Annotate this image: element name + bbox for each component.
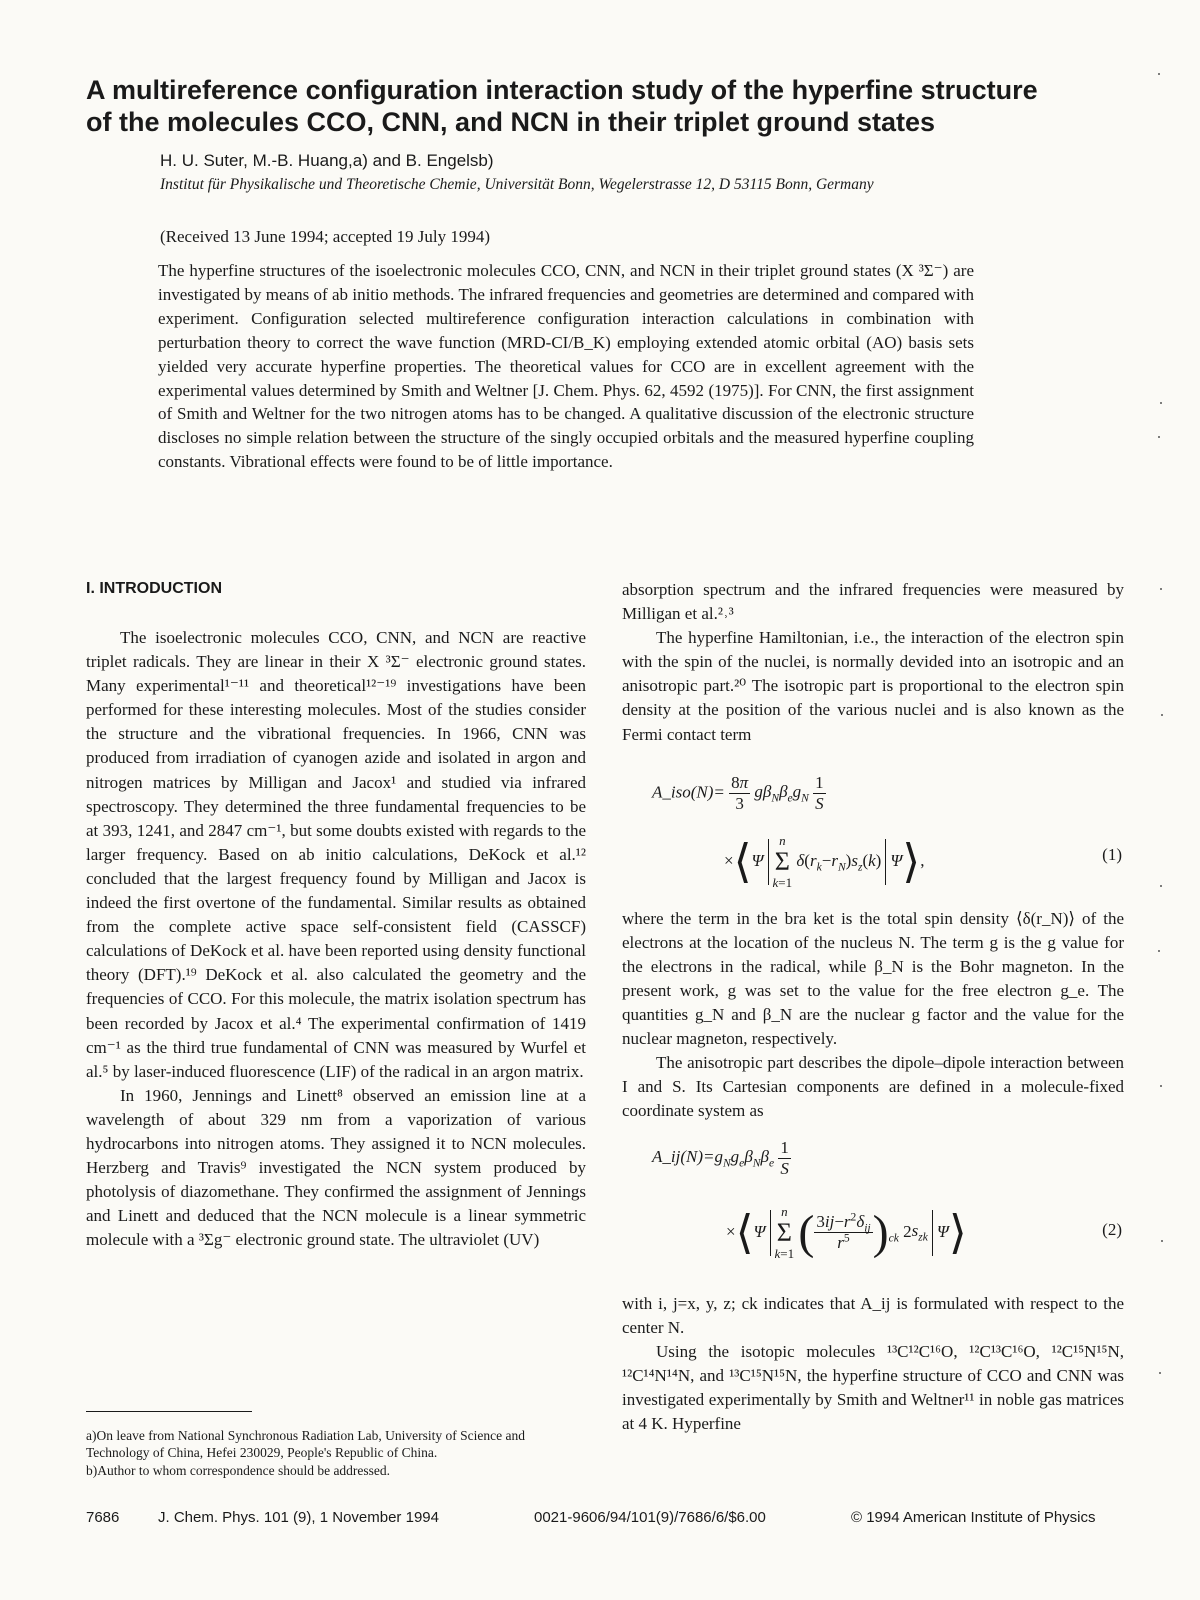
equation-2-fraction-dipole: $\frac{3ij-r^2\delta_{ij}}{r^5}$ (816, 1210, 871, 1252)
page-number: 7686 (86, 1509, 120, 1526)
summation-symbol: n Σ k=1 (772, 832, 793, 890)
intro-paragraph-1: The isoelectronic molecules CCO, CNN, and NCN are reactive triplet radicals. They are linear in their X ³Σ⁻ electronic ground states. Many experimental¹⁻¹¹ and theoretical¹²⁻¹⁹ investigations have been performed for these interesting molecules. Most of the studies consider the structure and the vibrational frequencies. In 1966, CNN was produced from irradiation of cyanogen azide and isolated in argon and nitrogen matrices by Milligan and Jacox¹ and studied via infrared spectroscopy. They determined the three fundamental frequencies to be at 393, 1241, and 2847 cm⁻¹, but some doubts existed with regards to the larger frequency. Based on ab initio calculations, DeKock et al.¹² concluded that the largest frequency found by Milligan and Jacox is indeed the first overtone of the fundamental. Similar results as obtained from the complete active space self-consistent field (CASSCF) calculations of DeKock et al. have been reported using density functional theory (DFT).¹⁹ DeKock et al. also calculated the geometry and the frequencies of CCO. For this molecule, the matrix isolation spectrum has been recorded by Jacox et al.⁴ The experimental confirmation of 1419 cm⁻¹ as the third true fundamental of CNN was measured by Wurfel et al.⁵ by laser-induced fluorescence (LIF) of the radical in an argon matrix. (86, 628, 586, 1081)
equation-2-number: (2) (1102, 1219, 1122, 1239)
equation-1-number: (1) (1102, 844, 1122, 864)
equation-1-fraction-8pi-3: $\frac{8\pi}{3}$ (731, 772, 749, 813)
intro-paragraph-2: In 1960, Jennings and Linett⁸ observed an emission line at a wavelength of about 329 nm from a vaporization of various hydrocarbons into nitrogen atoms. They assigned it to NCN molecules. Herzberg and Travis⁹ investigated the NCN system produced by photolysis of diazomethane. They confirmed the assignment of Jennings and Linett and deduced that the NCN molecule is a linear symmetric molecule with a ³Σg⁻ electronic ground state. The ultraviolet (UV) (86, 1085, 586, 1250)
equation-2-lhs: A_ij(N)= (652, 1146, 715, 1166)
footnotes (86, 1428, 586, 1482)
abstract: The hyperfine structures of the isoelectronic molecules CCO, CNN, and NCN in their triplet ground states (X ³Σ⁻) are investigated by means of ab initio methods. The infrared frequencies and geometries are determined and compared with experiment. Configuration selected multireference configuration interaction calculations in combination with perturbation theory to correct the wave function (MRD-CI/B_K) employing extended atomic orbital (AO) basis sets yielded very accurate hyperfine properties. The theoretical values for CCO are in excellent agreement with the experimental values determined by Smith and Weltner [J. Chem. Phys. 62, 4592 (1975)]. For CNN, the first assignment of Smith and Weltner for the two nitrogen atoms has to be changed. A qualitative discussion of the electronic structure discloses no simple relation between the structure of the singly occupied orbitals and the measured hyperfine coupling constants. Vibrational effects were found to be of little importance. (158, 261, 974, 472)
intro-paragraph-7: with i, j=x, y, z; ck indicates that A_ij is formulated with respect to the center N. (622, 1293, 1124, 1337)
equation-1-line-1: A_iso(N)= $\frac{8\pi}{3}$ $g\beta_N\beta_eg_N$ $\frac{1}{S}$ (652, 772, 824, 813)
article-code: 0021-9606/94/101(9)/7686/6/$6.00 (534, 1509, 766, 1526)
journal-citation: J. Chem. Phys. 101 (9), 1 November 1994 (158, 1509, 439, 1526)
equation-1-fraction-1-S: $\frac{1}{S}$ (815, 772, 824, 813)
received-dates: (Received 13 June 1994; accepted 19 July 1994) (160, 227, 490, 246)
equation-2-line-2: ×⟨Ψn Σ k=1 ( $\frac{3ij-r^2\delta_{ij}}{r^5}$ )$_{ck}$ $2s_{zk}$ Ψ⟩ (726, 1203, 967, 1261)
intro-paragraph-6: The anisotropic part describes the dipole–dipole interaction between I and S. Its Cartesian components are defined in a molecule-fixed coordinate system as (622, 1053, 1124, 1121)
footnote-a: a)On leave from National Synchronous Radiation Lab, University of Science and Technology of China, Hefei 230029, People's Republic of China. (86, 1428, 526, 1460)
intro-paragraph-3: absorption spectrum and the infrared frequencies were measured by Milligan et al.²˒³ (622, 580, 1124, 624)
left-column (86, 578, 586, 1252)
intro-paragraph-8: Using the isotopic molecules ¹³C¹²C¹⁶O, ¹²C¹³C¹⁶O, ¹²C¹⁵N¹⁵N, ¹²C¹⁴N¹⁴N, and ¹³C¹⁵N¹⁵N, the hyperfine structure of CCO and CNN was investigated experimentally by Smith and Weltner¹¹ in noble gas matrices at 4 K. Hyperfine (622, 1341, 1124, 1433)
intro-paragraph-5: where the term in the bra ket is the total spin density ⟨δ(r_N)⟩ of the electrons at the location of the nucleus N. The term g is the g value for the electrons in the radical, while β_N is the Bohr magneton. In the present work, g was set to the value for the free electron g_e. The quantities g_N and β_N are the nuclear g factor and the value for the nuclear magneton, respectively. (622, 908, 1124, 1049)
summation-symbol: n Σ k=1 (774, 1203, 795, 1261)
equation-2-line-1: $A\_ij(N)=g_Ng_e\beta_N\beta_e$ $\frac{1}{S}$ (652, 1137, 789, 1178)
intro-paragraph-4: The hyperfine Hamiltonian, i.e., the interaction of the electron spin with the spin of the nuclei, is normally devided into an isotropic and an anisotropic part.²⁰ The isotropic part is proportional to the electron spin density at the position of the various nuclei and is also known as the Fermi contact term (622, 628, 1124, 744)
title-line-1: A multireference configuration interaction study of the hyperfine structure (86, 75, 1038, 105)
title-line-2: of the molecules CCO, CNN, and NCN in their triplet ground states (86, 107, 936, 137)
paper-title (86, 74, 1126, 138)
copyright-notice: © 1994 American Institute of Physics (851, 1509, 1096, 1526)
equation-1 (622, 747, 1124, 907)
equation-1-lhs: A_iso(N)= (652, 782, 725, 802)
section-heading-introduction: I. INTRODUCTION (86, 580, 222, 597)
equation-2-fraction-1-S: $\frac{1}{S}$ (780, 1137, 789, 1178)
footnote-rule (86, 1411, 252, 1412)
equation-1-line-2: ×⟨Ψn Σ k=1 $\delta(r_k-r_N)s_z(k)$ Ψ⟩, (724, 832, 925, 890)
author-list: H. U. Suter, M.-B. Huang,a) and B. Engelsb) (160, 151, 494, 170)
right-column (622, 578, 1124, 1436)
page-footer (0, 1509, 1200, 1531)
affiliation: Institut für Physikalische und Theoretische Chemie, Universität Bonn, Wegelerstrasse 12, D 53115 Bonn, Germany (160, 176, 874, 193)
footnote-b: b)Author to whom correspondence should be addressed. (86, 1463, 391, 1478)
equation-2 (622, 1124, 1124, 1292)
